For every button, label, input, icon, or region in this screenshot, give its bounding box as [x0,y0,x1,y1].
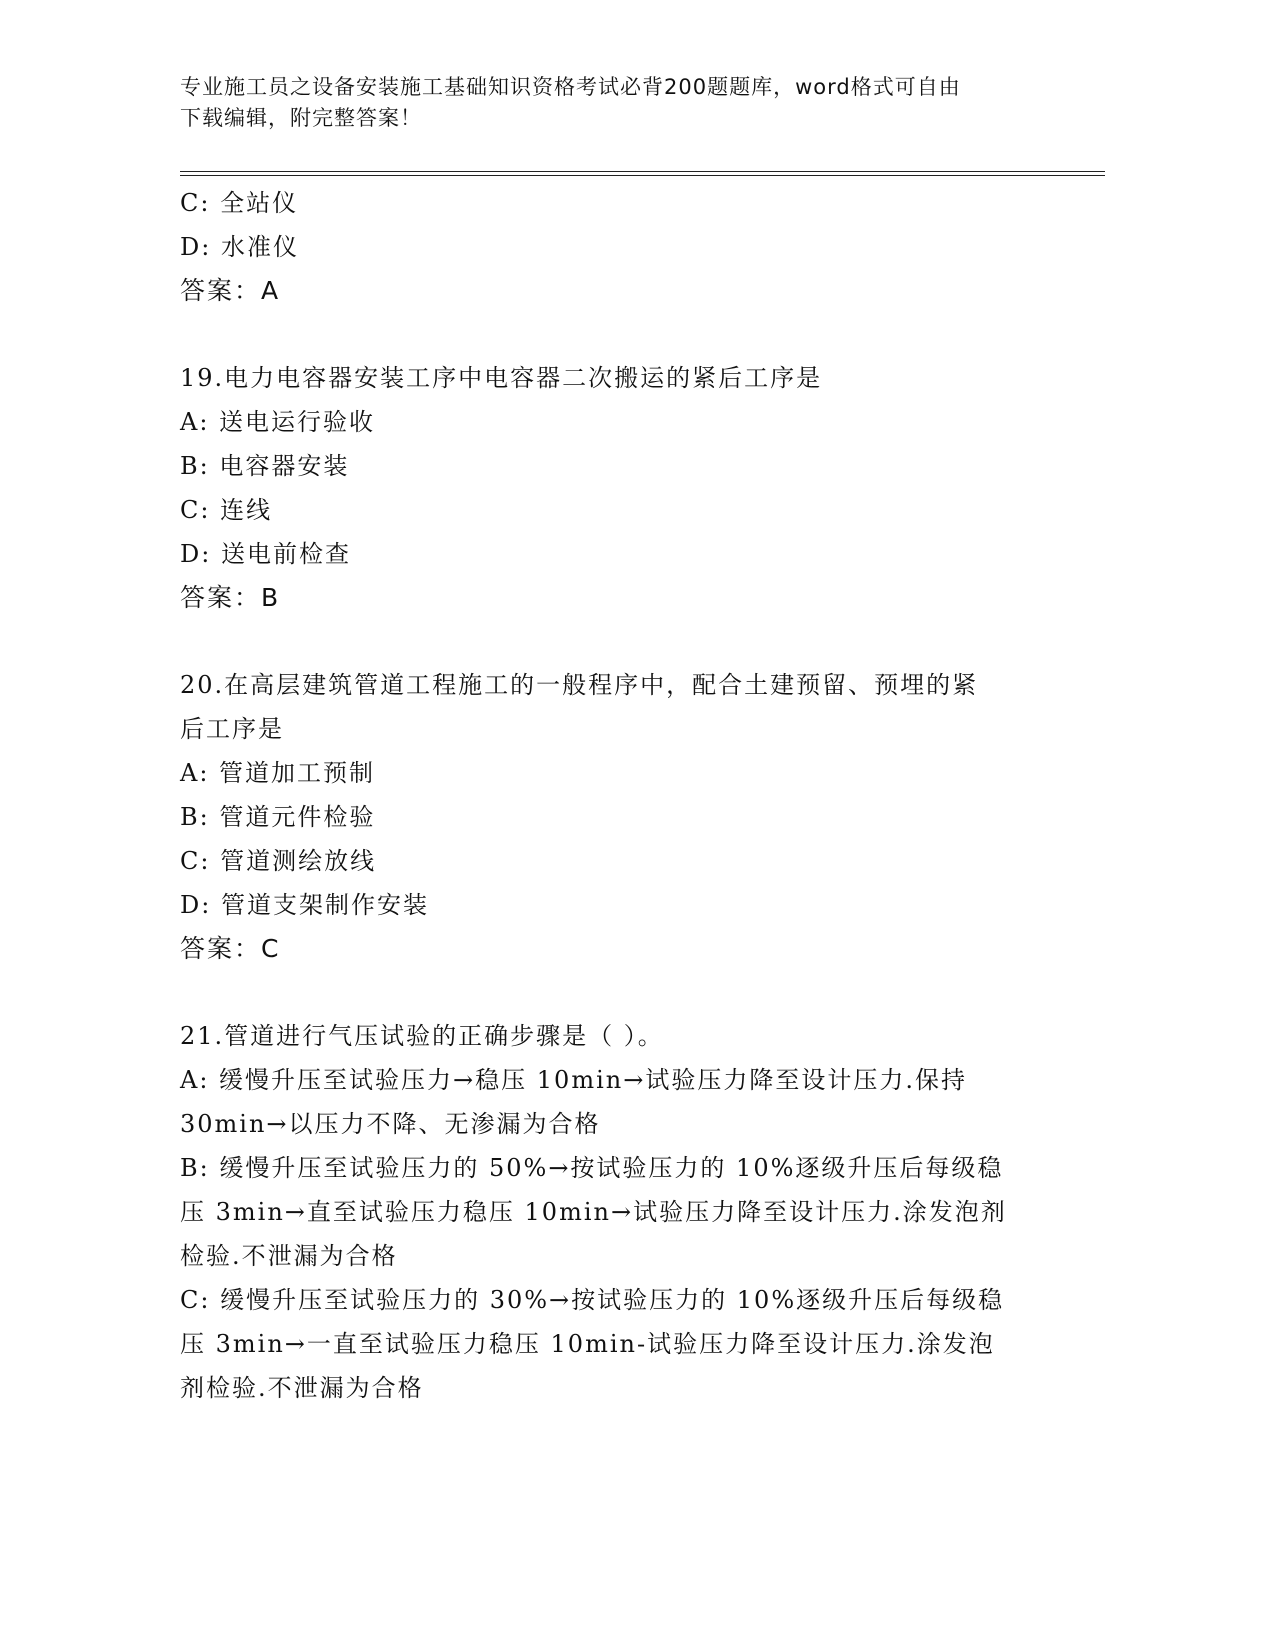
q21-option-c-line-2: 压 3min→一直至试验压力稳压 10min-试验压力降至设计压力.涂发泡 [180,1330,995,1358]
question-19 [180,356,1060,620]
q19-option-b: B: 电容器安装 [180,452,350,480]
question-spacer [180,620,1060,663]
question-20 [180,663,1060,971]
q20-stem-line-1: 20.在高层建筑管道工程施工的一般程序中，配合土建预留、预埋的紧 [180,671,979,699]
q19-option-c: C: 连线 [180,496,273,524]
q21-stem: 21.管道进行气压试验的正确步骤是（ ）。 [180,1022,664,1050]
q18-option-c: C: 全站仪 [180,189,299,217]
q19-stem: 19.电力电容器安装工序中电容器二次搬运的紧后工序是 [180,364,823,392]
question-spacer [180,313,1060,356]
question-list [180,181,1060,1410]
header-line-1: 专业施工员之设备安装施工基础知识资格考试必背200题题库，word格式可自由 [180,75,961,99]
q21-option-b-line-2: 压 3min→直至试验压力稳压 10min→试验压力降至设计压力.涂发泡剂 [180,1198,1007,1226]
q21-option-a-line-2: 30min→以压力不降、无渗漏为合格 [180,1110,601,1138]
q20-option-a: A: 管道加工预制 [180,759,376,787]
q20-option-b: B: 管道元件检验 [180,803,376,831]
q20-option-d: D: 管道支架制作安装 [180,891,429,919]
q20-option-c: C: 管道测绘放线 [180,847,377,875]
header-line-2: 下载编辑，附完整答案！ [180,106,422,130]
question-21 [180,1014,1060,1410]
q21-option-c-line-3: 剂检验.不泄漏为合格 [180,1374,424,1402]
q21-option-c-line-1: C: 缓慢升压至试验压力的 30%→按试验压力的 10%逐级升压后每级稳 [180,1286,1005,1314]
q18-option-d: D: 水准仪 [180,233,299,261]
q20-answer: 答案：C [180,934,281,963]
q20-stem-line-2: 后工序是 [180,715,284,743]
q18-answer: 答案：A [180,276,281,305]
q21-option-b-line-1: B: 缓慢升压至试验压力的 50%→按试验压力的 10%逐级升压后每级稳 [180,1154,1004,1182]
question-spacer [180,971,1060,1014]
q19-answer: 答案：B [180,583,281,612]
q21-option-a-line-1: A: 缓慢升压至试验压力→稳压 10min→试验压力降至设计压力.保持 [180,1066,967,1094]
header-rule-top [180,171,1105,172]
document-header [180,72,1040,134]
q21-option-b-line-3: 检验.不泄漏为合格 [180,1242,398,1270]
header-rule-bottom [180,175,1105,176]
q19-option-a: A: 送电运行验收 [180,408,376,436]
q19-option-d: D: 送电前检查 [180,540,351,568]
question-18-tail [180,181,1060,313]
